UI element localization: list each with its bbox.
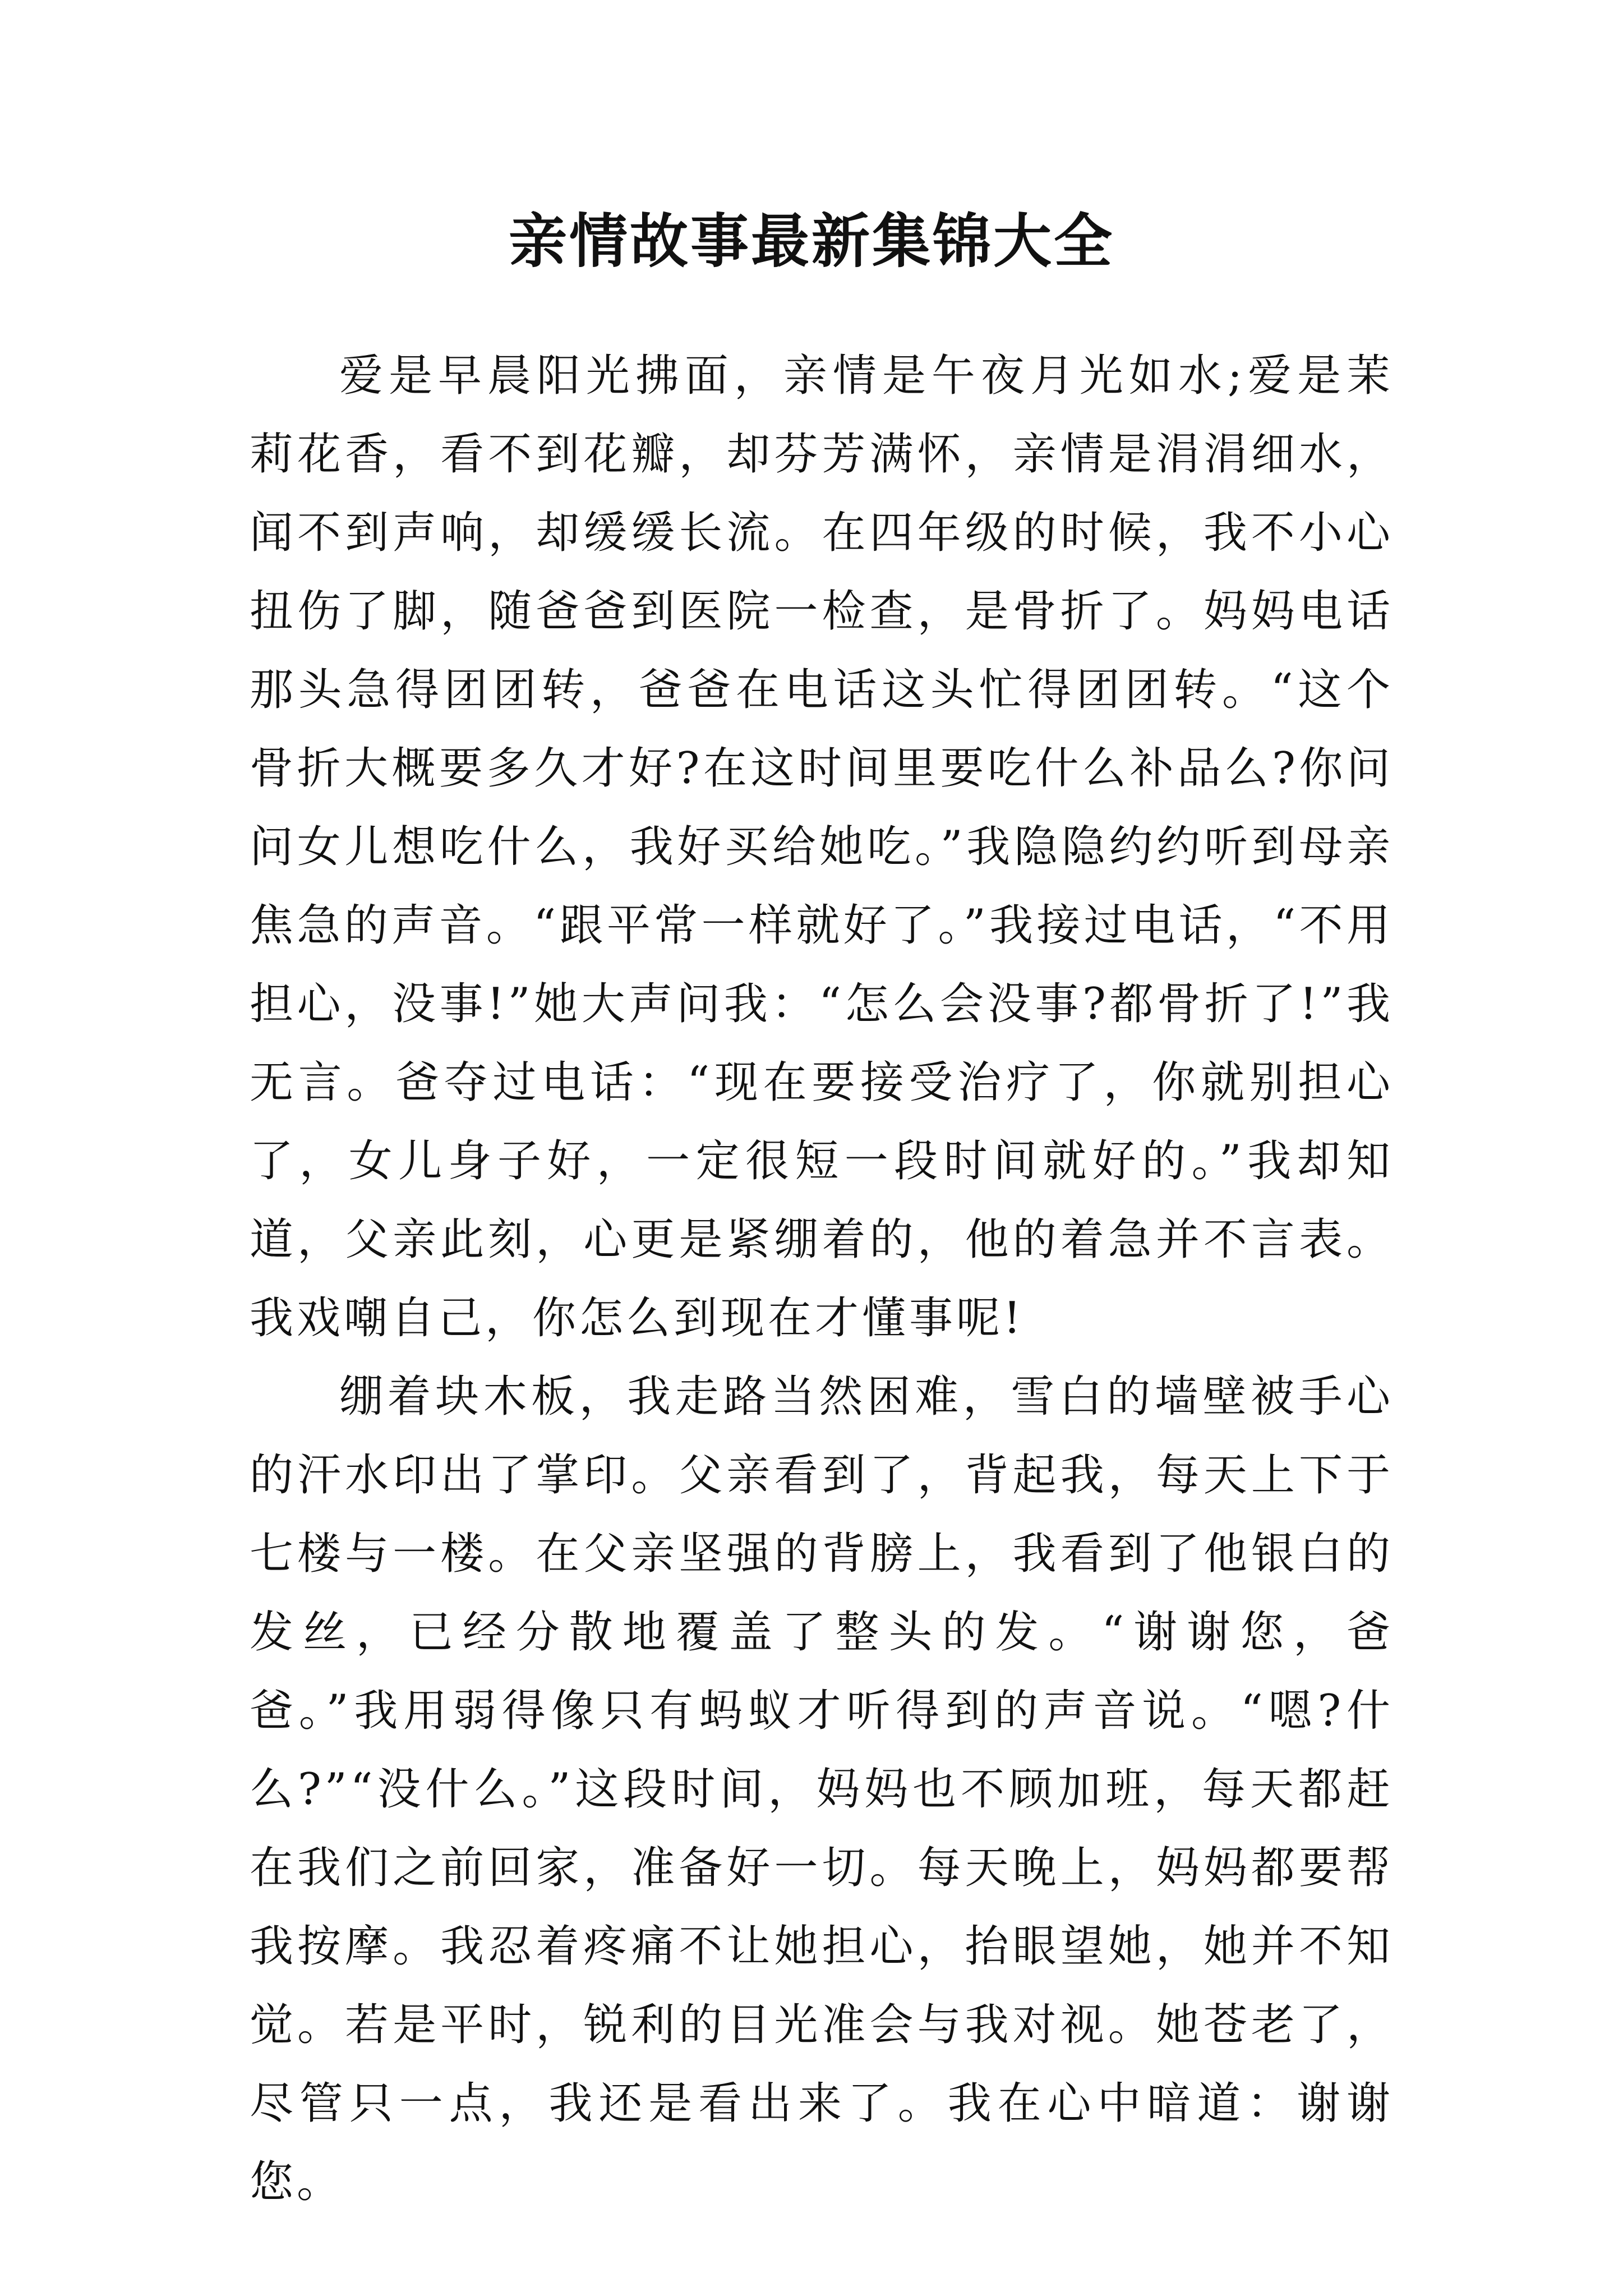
document-body [250, 337, 1394, 2221]
paragraph-2: 绷着块木板，我走路当然困难，雪白的墙壁被手心的汗水印出了掌印。父亲看到了，背起我，每天上下于七楼与一楼。在父亲坚强的背膀上，我看到了他银白的发丝，已经分散地覆盖了整头的发。“谢谢您，爸爸。”我用弱得像只有蚂蚁才听得到的声音说。“嗯?什么?”“没什么。”这段时间，妈妈也不顾加班，每天都赶在我们之前回家，准备好一切。每天晚上，妈妈都要帮我按摩。我忍着疼痛不让她担心，抬眼望她，她并不知觉。若是平时，锐利的目光准会与我对视。她苍老了，尽管只一点，我还是看出来了。我在心中暗道：谢谢您。 [250, 1372, 1394, 2207]
paragraph-1: 爱是早晨阳光拂面，亲情是午夜月光如水;爱是茉莉花香，看不到花瓣，却芬芳满怀，亲情是涓涓细水，闻不到声响，却缓缓长流。在四年级的时候，我不小心扭伤了脚，随爸爸到医院一检查，是骨折了。妈妈电话那头急得团团转，爸爸在电话这头忙得团团转。“这个骨折大概要多久才好?在这时间里要吃什么补品么?你问问女儿想吃什么，我好买给她吃。”我隐隐约约听到母亲焦急的声音。“跟平常一样就好了。”我接过电话，“不用担心，没事!”她大声问我：“怎么会没事?都骨折了!”我无言。爸夺过电话：“现在要接受治疗了，你就别担心了，女儿身子好，一定很短一段时间就好的。”我却知道，父亲此刻，心更是紧绷着的，他的着急并不言表。我戏嘲自己，你怎么到现在才懂事呢! [250, 351, 1394, 1343]
document-title: 亲情故事最新集锦大全 [508, 206, 1114, 275]
